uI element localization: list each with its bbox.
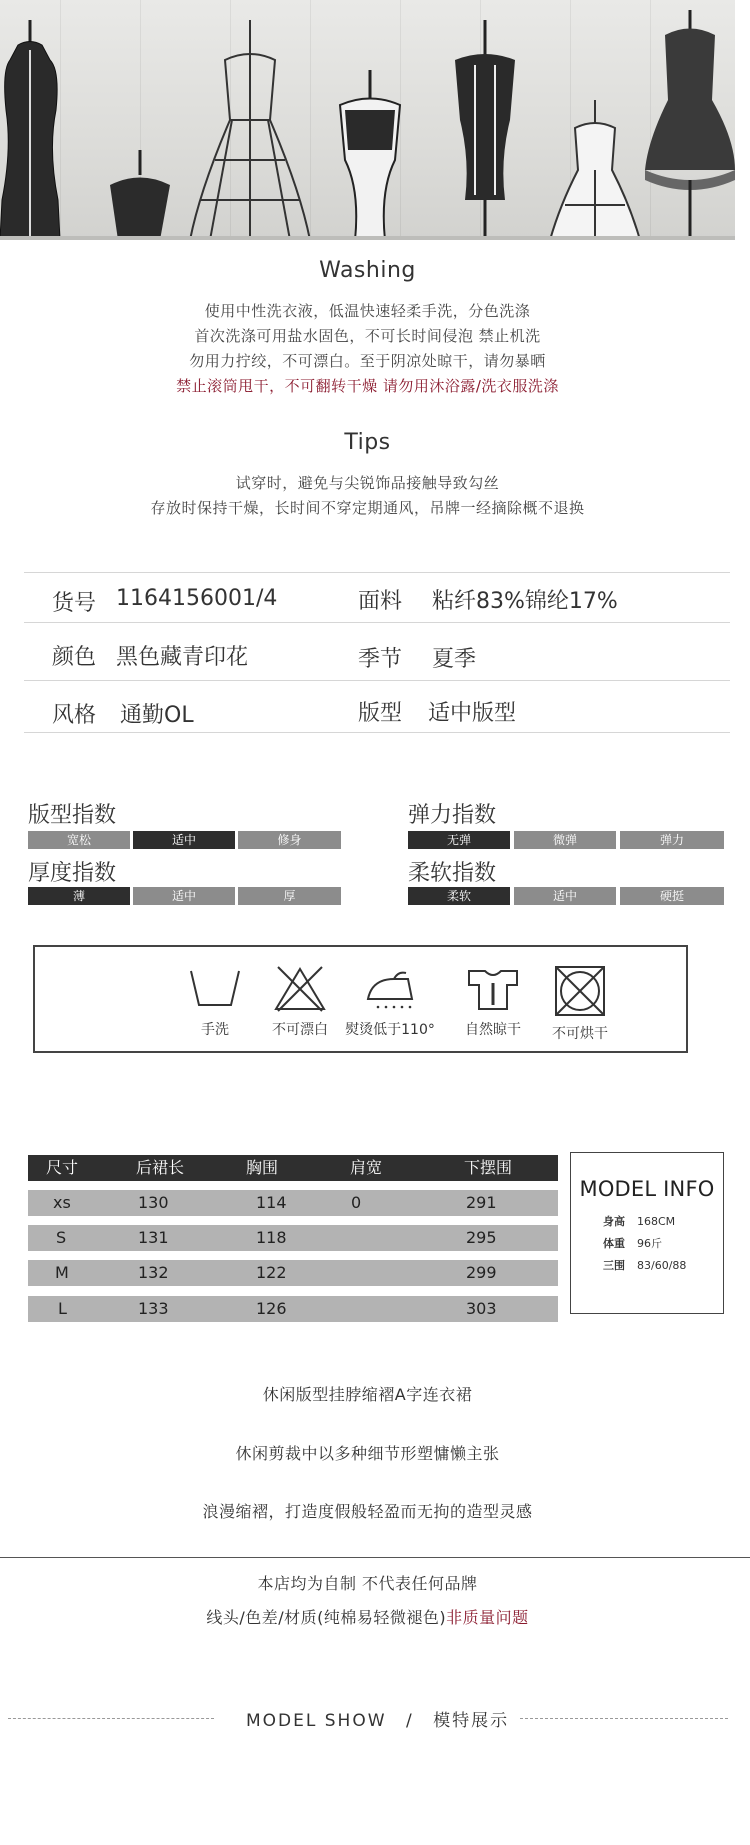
- care-hand-wash-label: 手洗: [201, 1022, 229, 1038]
- hem-col-header: 下摆围: [464, 1158, 513, 1177]
- care-instructions: [33, 945, 688, 1053]
- size-cell: M: [55, 1263, 69, 1282]
- table-row: [28, 1190, 558, 1216]
- table-row: [28, 1296, 558, 1322]
- care-line-dry-label: 自然晾干: [465, 1022, 521, 1038]
- care-iron-label: 熨烫低于110°: [345, 1022, 435, 1038]
- description-line-3: 浪漫缩褶，打造度假般轻盈而无拘的造型灵感: [202, 1502, 533, 1521]
- washing-line-3: 勿用力拧绞，不可漂白。至于阴凉处晾干，请勿暴晒: [189, 352, 546, 370]
- tips-title: Tips: [344, 430, 391, 455]
- model-weight-value: 96斤: [637, 1237, 662, 1250]
- hem-cell: 303: [466, 1299, 497, 1318]
- hem-cell: 295: [466, 1228, 497, 1247]
- model-show-heading: [246, 1706, 510, 1731]
- thickness-index-title: 厚度指数: [28, 861, 117, 886]
- size-cell: L: [58, 1299, 67, 1318]
- hand-wash-icon: [187, 965, 243, 1013]
- fit-index-bar: [28, 831, 341, 849]
- model-show-left-dash: [8, 1718, 214, 1719]
- info-divider-1: [24, 622, 730, 623]
- bust-cell: 114: [256, 1193, 287, 1212]
- care-no-tumble: [530, 947, 630, 1043]
- style-value: 通勤OL: [120, 703, 194, 728]
- model-height-value: 168CM: [637, 1215, 676, 1228]
- season-label: 季节: [358, 647, 403, 672]
- fit-index-option: 宽松: [28, 831, 130, 849]
- washing-line-1: 使用中性洗衣液，低温快速轻柔手洗，分色洗涤: [204, 302, 531, 320]
- notice-line-2-normal: 线头/色差/材质(纯棉易轻微褪色): [206, 1608, 447, 1627]
- soft-index-option: 硬挺: [620, 887, 724, 905]
- bust-cell: 126: [256, 1299, 287, 1318]
- soft-index-option-selected: 柔软: [408, 887, 510, 905]
- bust-cell: 118: [256, 1228, 287, 1247]
- care-no-tumble-label: 不可烘干: [552, 1026, 608, 1042]
- care-no-bleach-label: 不可漂白: [272, 1022, 328, 1038]
- tips-line-2: 存放时保持干燥，长时间不穿定期通风，吊牌一经摘除概不退换: [150, 499, 585, 517]
- elastic-index-option: 弹力: [620, 831, 724, 849]
- fabric-value: 粘纤83%锦纶17%: [432, 589, 618, 614]
- item-no-value: 1164156001/4: [116, 586, 278, 611]
- info-divider-top: [24, 572, 730, 573]
- banner-floor: [0, 236, 735, 240]
- model-show-right-dash: [520, 1718, 728, 1719]
- length-cell: 130: [138, 1193, 169, 1212]
- model-bwh-value: 83/60/88: [637, 1259, 687, 1272]
- iron-icon: [360, 965, 420, 1013]
- notice-divider: [0, 1557, 750, 1558]
- thickness-index-option-selected: 薄: [28, 887, 130, 905]
- description-line-2: 休闲剪裁中以多种细节形塑慵懒主张: [235, 1444, 500, 1463]
- model-height-row: [603, 1213, 723, 1229]
- line-dry-icon: [465, 965, 521, 1013]
- item-no-label: 货号: [52, 591, 97, 616]
- bust-col-header: 胸围: [246, 1158, 279, 1177]
- description-line-1: 休闲版型挂脖缩褶A字连衣裙: [262, 1385, 473, 1404]
- mannequin-banner: [0, 0, 735, 240]
- no-bleach-icon: [272, 965, 328, 1013]
- elastic-index-option: 微弹: [514, 831, 616, 849]
- model-height-label: 身高: [603, 1215, 625, 1228]
- notice-line-1: 本店均为自制 不代表任何品牌: [257, 1574, 478, 1593]
- elastic-index-bar: [408, 831, 724, 849]
- elastic-index-title: 弹力指数: [408, 803, 497, 828]
- thickness-index-option: 适中: [133, 887, 235, 905]
- mannequin-illustration: [0, 0, 735, 240]
- notice-line-2-red: 非质量问题: [446, 1608, 529, 1627]
- elastic-index-option-selected: 无弹: [408, 831, 510, 849]
- fit-index-option: 修身: [238, 831, 341, 849]
- info-divider-bottom: [24, 732, 730, 733]
- length-cell: 133: [138, 1299, 169, 1318]
- length-col-header: 后裙长: [136, 1158, 185, 1177]
- thickness-index-option: 厚: [238, 887, 341, 905]
- model-info-title: MODEL INFO: [579, 1177, 715, 1201]
- soft-index-option: 适中: [514, 887, 616, 905]
- length-cell: 132: [138, 1263, 169, 1282]
- model-show-sep: /: [405, 1711, 414, 1731]
- washing-warning: 禁止滚筒甩干，不可翻转干燥 请勿用沐浴露/洗衣服洗涤: [176, 377, 559, 395]
- fit-index-title: 版型指数: [28, 803, 117, 828]
- model-bwh-label: 三围: [603, 1259, 625, 1272]
- fit-index-option-selected: 适中: [133, 831, 235, 849]
- model-weight-label: 体重: [603, 1237, 625, 1250]
- care-no-bleach: [250, 947, 350, 1039]
- model-weight-row: [603, 1235, 723, 1251]
- size-table-header: [28, 1155, 558, 1181]
- model-bwh-row: [603, 1257, 723, 1273]
- info-divider-2: [24, 680, 730, 681]
- soft-index-title: 柔软指数: [408, 861, 497, 886]
- thickness-index-bar: [28, 887, 341, 905]
- color-label: 颜色: [52, 645, 97, 670]
- fit-value: 适中版型: [428, 701, 517, 726]
- care-line-dry: [443, 947, 543, 1039]
- model-show-en: MODEL SHOW: [246, 1711, 387, 1731]
- hem-cell: 291: [466, 1193, 497, 1212]
- size-col-header: 尺寸: [46, 1158, 79, 1177]
- washing-title: Washing: [319, 258, 416, 283]
- size-cell: S: [56, 1228, 67, 1247]
- fabric-label: 面料: [358, 589, 403, 614]
- style-label: 风格: [52, 703, 97, 728]
- hem-cell: 299: [466, 1263, 497, 1282]
- fit-label: 版型: [358, 701, 403, 726]
- table-row: [28, 1260, 558, 1286]
- length-cell: 131: [138, 1228, 169, 1247]
- model-show-cn: 模特展示: [433, 1711, 510, 1731]
- washing-line-2: 首次洗涤可用盐水固色，不可长时间侵泡 禁止机洗: [194, 327, 541, 345]
- size-cell: xs: [53, 1193, 71, 1212]
- table-row: [28, 1225, 558, 1251]
- tips-line-1: 试穿时，避免与尖锐饰品接触导致勾丝: [235, 474, 500, 492]
- shoulder-col-header: 肩宽: [350, 1158, 383, 1177]
- notice-line-2: [0, 1605, 735, 1628]
- care-iron: [340, 947, 440, 1039]
- season-value: 夏季: [432, 647, 477, 672]
- color-value: 黑色藏青印花: [116, 645, 249, 670]
- model-info-box: [570, 1152, 724, 1314]
- soft-index-bar: [408, 887, 724, 905]
- shoulder-cell: 0: [351, 1193, 362, 1212]
- bust-cell: 122: [256, 1263, 287, 1282]
- no-tumble-dry-icon: [552, 965, 608, 1017]
